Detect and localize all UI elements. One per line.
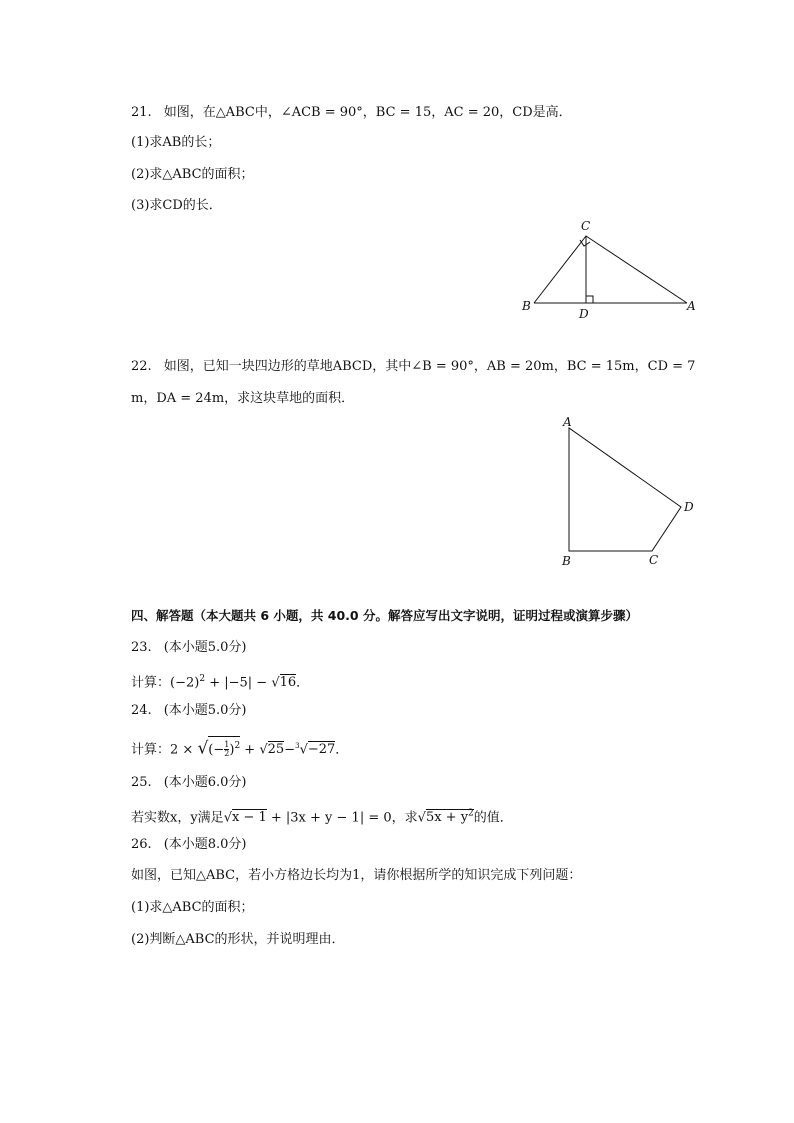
q21-part-3: (3)求CD的长． — [131, 198, 222, 213]
q23-exponent: 2 — [199, 674, 206, 684]
q25-radicand-2: 5x + y — [425, 810, 469, 826]
q23-term-power: (−2) — [170, 675, 200, 691]
q26-header — [131, 836, 247, 854]
q26-number: 26. — [131, 837, 152, 852]
q26-part-2: (2)判断△ABC的形状，并说明理由． — [131, 932, 345, 947]
q25-text-b: + |3x + y − 1| = 0，求 — [266, 810, 418, 826]
q24-expression — [131, 736, 348, 759]
q24-header — [131, 702, 247, 720]
q24-sqrt-sign-1: √ — [197, 738, 209, 759]
q21-triangle-sides — [534, 236, 687, 303]
q26-score: (本小题8.0分) — [163, 837, 247, 852]
q24-minus: − — [284, 742, 296, 758]
q23-calc-prefix: 计算： — [131, 675, 171, 691]
q25-score: (本小题6.0分) — [163, 775, 247, 790]
q25-header — [131, 774, 247, 792]
q23-term-abs: + |−5| − — [205, 675, 272, 691]
q23-tail: ． — [296, 675, 310, 691]
q22-stem-line-1 — [131, 358, 695, 376]
q24-inner-exponent: 2 — [234, 741, 241, 751]
q21-right-angle-mark-d — [586, 296, 593, 303]
q21-right-angle-mark-c — [580, 240, 590, 246]
q22-label-c: C — [649, 553, 659, 567]
q22-quadrilateral — [569, 428, 681, 551]
q21-number: 21. — [131, 105, 152, 120]
q24-inner-close: ) — [229, 742, 235, 758]
q21-part-2: (2)求△ABC的面积； — [131, 167, 254, 182]
q25-sqrt-sign-1: √ — [223, 810, 232, 826]
q23-radicand: 16 — [279, 675, 297, 691]
q21-label-d: D — [579, 307, 589, 321]
q25-radicand-1: x − 1 — [231, 810, 267, 826]
q21-stem: 如图，在△ABC中，∠ACB = 90°，BC = 15，AC = 20，CD是高． — [163, 105, 572, 120]
q21-label-a: A — [687, 299, 696, 313]
q24-frac-num: 1 — [224, 740, 230, 750]
q24-cbrt-sign: √ — [299, 742, 308, 758]
q25-text-c: 的值． — [473, 810, 513, 826]
q24-coefficient: 2 × — [170, 742, 194, 758]
q23-number: 23. — [131, 640, 152, 655]
q23-score: (本小题5.0分) — [163, 640, 247, 655]
q22-label-d: D — [684, 500, 694, 514]
q24-cube-index: 3 — [295, 742, 300, 750]
q24-score: (本小题5.0分) — [163, 703, 247, 718]
q26-stem: 如图，已知△ABC，若小方格边长均为1，请你根据所学的知识完成下列问题： — [131, 868, 582, 883]
q22-stem-line-2: m，DA = 24m，求这块草地的面积． — [131, 391, 355, 406]
q22-number: 22. — [131, 359, 152, 374]
q25-text-a: 若实数x，y满足 — [131, 810, 224, 826]
q24-sqrt-sign-2: √ — [259, 742, 268, 758]
q21-stem-line — [131, 104, 572, 122]
q24-radicand-3: −27 — [307, 742, 336, 758]
q24-plus: + — [240, 742, 260, 758]
q22-stem-1: 如图，已知一块四边形的草地ABCD，其中∠B = 90°，AB = 20m，BC = 15m，CD = 7 — [163, 359, 696, 374]
q24-calc-prefix: 计算： — [131, 742, 171, 758]
q24-number: 24. — [131, 703, 152, 718]
q22-label-b: B — [562, 554, 571, 568]
q25-stem — [131, 805, 513, 827]
q23-header — [131, 639, 247, 657]
q24-frac-den: 2 — [224, 749, 230, 759]
q23-sqrt-sign: √ — [271, 675, 280, 691]
q25-sqrt-sign-2: √ — [417, 810, 426, 826]
q21-part-1: (1)求AB的长； — [131, 135, 221, 150]
q24-inner-open: (− — [208, 742, 225, 758]
q25-radicand-2-exponent: 2 — [468, 809, 474, 819]
q21-label-b: B — [522, 299, 531, 313]
q23-expression — [131, 670, 309, 692]
q22-quadrilateral-figure — [556, 414, 706, 574]
q25-number: 25. — [131, 775, 152, 790]
q21-triangle-figure — [510, 214, 710, 324]
q21-label-c: C — [581, 219, 591, 233]
section-4-heading: 四、解答题（本大题共 6 小题，共 40.0 分。解答应写出文字说明，证明过程或演算步骤） — [131, 608, 638, 623]
q24-radicand-2: 25 — [267, 742, 285, 758]
q22-label-a: A — [563, 415, 572, 429]
q26-part-1: (1)求△ABC的面积； — [131, 900, 254, 915]
q24-tail: ． — [335, 742, 349, 758]
